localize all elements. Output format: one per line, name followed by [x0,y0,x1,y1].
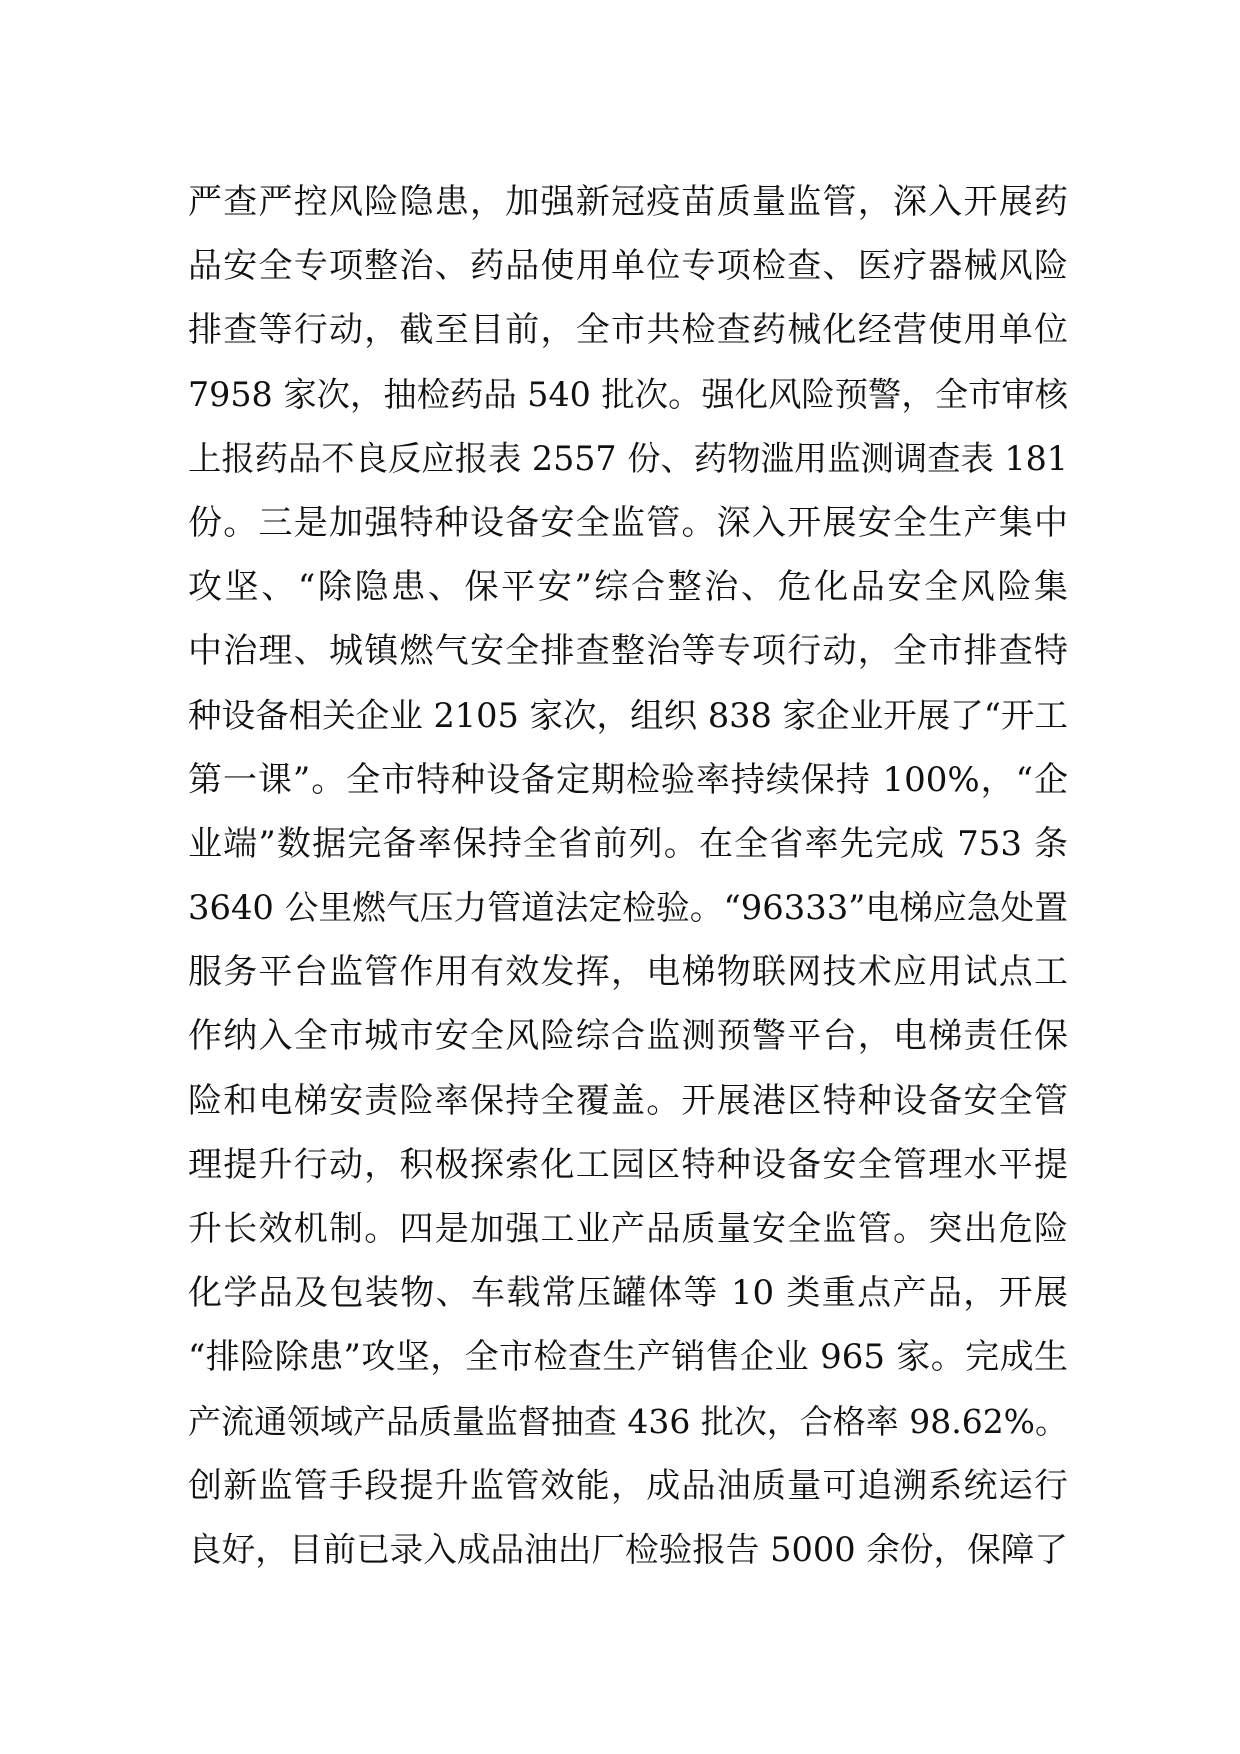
text-line: 服务平台监管作用有效发挥，电梯物联网技术应用试点工 [188,952,1068,993]
text-line: 严查严控风险隐患，加强新冠疫苗质量监管，深入开展药 [188,182,1068,222]
text-line: 化学品及包装物、车载常压罐体等 10 类重点产品，开展 [188,1273,1068,1314]
text-line: 种设备相关企业 2105 家次，组织 838 家企业开展了“开工 [188,695,1068,735]
text-line: 7958 家次，抽检药品 540 批次。强化风险预警，全市审核 [188,374,1068,414]
text-line: 份。三是加强特种设备安全监管。深入开展安全生产集中 [188,502,1068,543]
text-line: 理提升行动，积极探索化工园区特种设备安全管理水平提 [188,1144,1068,1185]
text-line: 排查等行动，截至目前，全市共检查药械化经营使用单位 [188,310,1068,351]
text-line: 业端”数据完备率保持全省前列。在全省率先完成 753 条 [188,823,1068,864]
text-line: “排险除患”攻坚，全市检查生产销售企业 965 家。完成生 [188,1337,1068,1378]
text-line: 产流通领域产品质量监督抽查 436 批次，合格率 98.62%。 [188,1401,1068,1441]
text-line: 第一课”。全市特种设备定期检验率持续保持 100%，“企 [188,759,1068,800]
text-line: 良好，目前已录入成品油出厂检验报告 5000 余份，保障了 [188,1529,1068,1569]
text-line: 创新监管手段提升监管效能，成品油质量可追溯系统运行 [188,1465,1068,1506]
text-line: 攻坚、“除隐患、保平安”综合整治、危化品安全风险集 [188,567,1068,608]
body-paragraph [188,170,1068,1582]
text-line: 作纳入全市城市安全风险综合监测预警平台，电梯责任保 [188,1016,1068,1057]
text-line: 升长效机制。四是加强工业产品质量安全监管。突出危险 [188,1209,1068,1249]
text-line: 中治理、城镇燃气安全排查整治等专项行动，全市排查特 [188,631,1068,672]
text-line: 险和电梯安责险率保持全覆盖。开展港区特种设备安全管 [188,1080,1068,1121]
text-line: 品安全专项整治、药品使用单位专项检查、医疗器械风险 [188,246,1068,287]
text-line: 3640 公里燃气压力管道法定检验。“96333”电梯应急处置 [188,888,1068,928]
text-line: 上报药品不良反应报表 2557 份、药物滥用监测调查表 181 [188,438,1068,478]
